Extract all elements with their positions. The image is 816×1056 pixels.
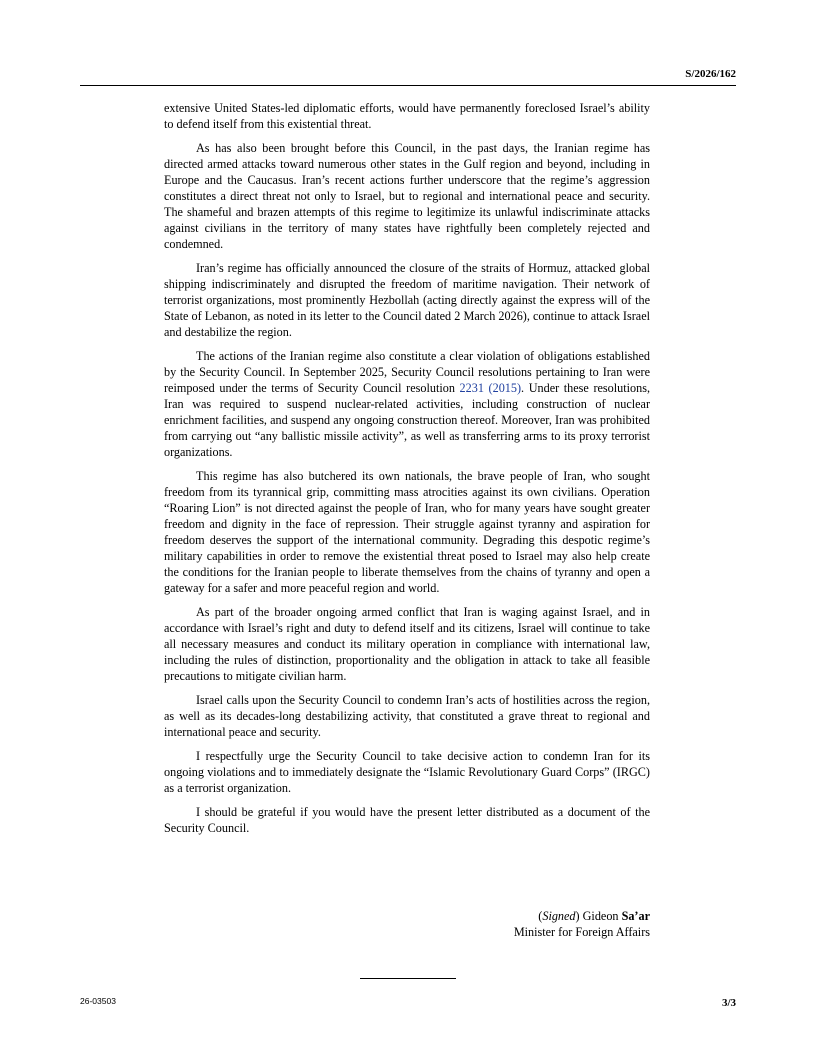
paragraph xyxy=(164,348,650,460)
paragraph: This regime has also butchered its own nationals, the brave people of Iran, who sought freedom from its tyrannical grip, committing mass atrocities against its own civilians. Operation “Roaring Lion” is not directed against the people of Iran, who for many years have sought greater freedom and dignity in the face of repression. Their struggle against tyranny and aspiration for freedom deserves the support of the international community. Degrading this despotic regime’s military capabilities in order to remove the existential threat posed to Israel may also help create the conditions for the Iranian people to liberate themselves from the chains of tyranny and open a gateway for a safer and more peaceful region and world. xyxy=(164,469,650,595)
paragraph: I respectfully urge the Security Council to take decisive action to condemn Iran for its ongoing violations and to immediately designate the “Islamic Revolutionary Guard Corps” (IRGC) as a terrorist organization. xyxy=(164,749,650,795)
signature-block xyxy=(514,908,650,940)
document-symbol: S/2026/162 xyxy=(685,68,736,80)
paragraph: I should be grateful if you would have the present letter distributed as a document of the Security Council. xyxy=(164,805,650,835)
header-rule xyxy=(80,85,736,86)
paragraph: extensive United States-led diplomatic efforts, would have permanently foreclosed Israel’s ability to defend itself from this existential threat. xyxy=(164,101,650,131)
signed-label: Signed xyxy=(542,909,576,923)
signatory-last-name: Sa’ar xyxy=(621,909,650,923)
paragraph: As part of the broader ongoing armed conflict that Iran is waging against Israel, and in accordance with Israel’s right and duty to defend itself and its citizens, Israel will continue to take all necessary measures and conduct its military operation in compliance with international law, including the rules of distinction, proportionality and the obligation in attack to take all feasible precautions to mitigate civilian harm. xyxy=(164,605,650,683)
signatory-first-name: Gideon xyxy=(582,909,619,923)
paragraph-text: . Under these resolutions, Iran was required to suspend nuclear-related activities, including construction of nuclear enrichment facilities, and suspend any ongoing construction thereof. Moreover, Iran was prohibited from carrying out “any ballistic missile activity”, as well as transferring arms to its proxy terrorist organizations. xyxy=(164,381,650,459)
signature-line: (Signed) Gideon Sa’ar xyxy=(538,909,650,923)
signatory-title: Minister for Foreign Affairs xyxy=(513,925,650,939)
paragraph: As has also been brought before this Council, in the past days, the Iranian regime has directed armed attacks toward numerous other states in the Gulf region and beyond, including in Europe and the Caucasus. Iran’s recent actions further underscore that the regime’s aggression constitutes a direct threat not only to Israel, but to regional and international peace and security. The shameful and brazen attempts of this regime to legitimize its unlawful indiscriminate attacks against civilians in the territory of many states have rightfully been completely rejected and condemned. xyxy=(164,141,650,251)
resolution-link[interactable]: 2231 (2015) xyxy=(459,381,522,395)
page-number: 3/3 xyxy=(721,997,736,1009)
paragraph-text: The actions of the Iranian regime also constitute a clear violation of obligations established by the Security Council. In September 2025, Security Council resolutions pertaining to Iran were reimposed under the terms of Security Council resolution xyxy=(164,349,650,395)
letter-body xyxy=(164,100,650,844)
document-code: 26-03503 xyxy=(80,996,116,1006)
footer-rule xyxy=(360,978,456,979)
paragraph: Iran’s regime has officially announced the closure of the straits of Hormuz, attacked global shipping indiscriminately and disrupted the freedom of maritime navigation. Their network of terrorist organizations, most prominently Hezbollah (acting directly against the express will of the State of Lebanon, as noted in its letter to the Council dated 2 March 2026), continue to attack Israel and destabilize the region. xyxy=(164,261,650,339)
paragraph: Israel calls upon the Security Council to condemn Iran’s acts of hostilities across the region, as well as its decades-long destabilizing activity, that constituted a grave threat to regional and international peace and security. xyxy=(164,693,650,739)
